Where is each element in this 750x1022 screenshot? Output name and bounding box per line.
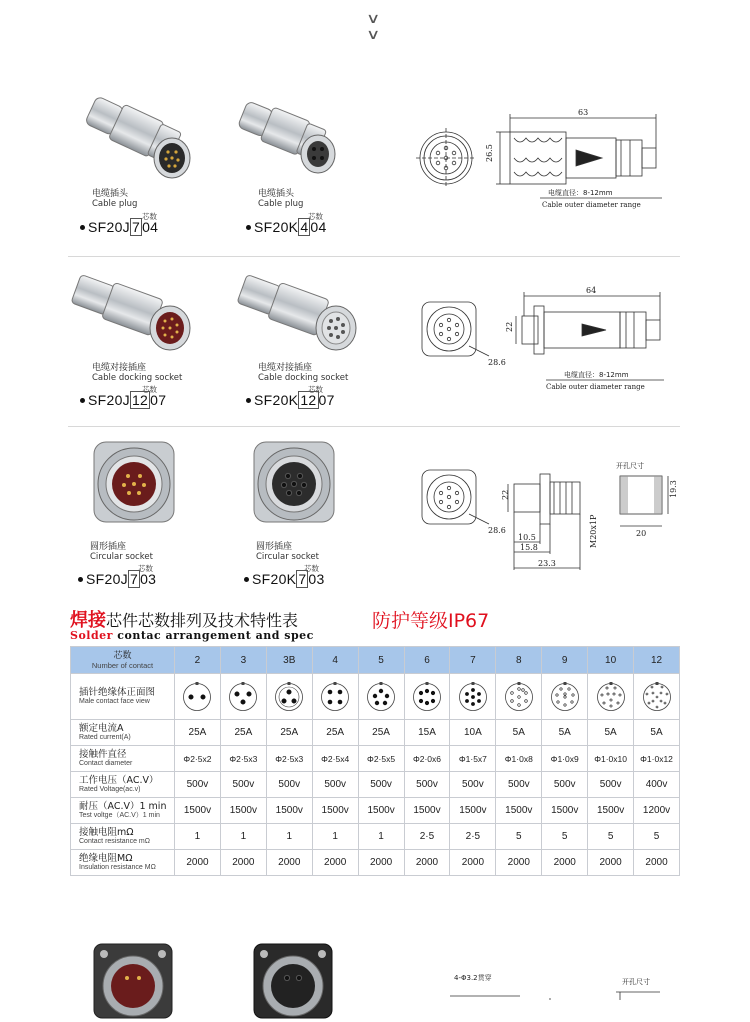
table-cell: 1500v (542, 798, 588, 824)
table-cell: 5A (542, 720, 588, 746)
table-cell: 500v (404, 772, 450, 798)
table-cell: 500v (588, 772, 634, 798)
table-cell: 500v (175, 772, 221, 798)
table-cell: 5A (588, 720, 634, 746)
contact-face-icon (274, 682, 304, 712)
dimension-d3: 23.3 (538, 559, 556, 568)
table-row (71, 798, 680, 824)
table-cell: 1500v (404, 798, 450, 824)
table-cell: 5A (634, 720, 680, 746)
row-label (71, 824, 175, 850)
table-cell: Φ1·0x8 (496, 746, 542, 772)
core-count-label: 芯数 (142, 212, 157, 221)
row-label-en: Insulation resistance MΩ (79, 864, 156, 871)
table-cell: 1 (312, 824, 358, 850)
table-cell: 2000 (450, 850, 496, 876)
contact-face-icon (642, 682, 672, 712)
table-cell: 2000 (634, 850, 680, 876)
product-row-circular-socket (0, 428, 750, 600)
model-number: SF20K 7 03 (244, 571, 325, 587)
spec-table (70, 646, 680, 876)
row-label-zh: 绝缘电阻MΩ (79, 853, 133, 864)
product-caption: 电缆插头 Cable plug (92, 189, 138, 209)
table-cell: 2000 (312, 850, 358, 876)
cable-plug-technical-drawing (410, 108, 670, 218)
cable-range-zh: 电缆直径：8-12mm (548, 189, 613, 197)
row-label-en: Contact diameter (79, 760, 133, 767)
flange-dimension: 28.6 (488, 358, 506, 367)
thread-dimension: M20x1P (589, 514, 598, 548)
dimension-d2: 15.8 (520, 543, 538, 552)
table-cell: 2000 (542, 850, 588, 876)
table-cell: 2000 (588, 850, 634, 876)
protection-rating: 防护等级IP67 (372, 610, 490, 632)
column-header: 2 (175, 647, 221, 674)
docking-socket-male-photo (66, 266, 196, 370)
table-cell: Φ2·5x5 (358, 746, 404, 772)
product-row-cable-plug (0, 78, 750, 258)
column-header: 9 (542, 647, 588, 674)
contact-face-cell (175, 674, 221, 720)
square-flange-female-photo (252, 938, 336, 1022)
row-label (71, 798, 175, 824)
row-divider (68, 256, 680, 257)
table-cell: Φ2·5x3 (220, 746, 266, 772)
table-cell: 2000 (266, 850, 312, 876)
table-row (71, 746, 680, 772)
contact-face-icon (412, 682, 442, 712)
table-cell: 25A (220, 720, 266, 746)
column-header: 12 (634, 647, 680, 674)
table-cell: 5 (634, 824, 680, 850)
row-label (71, 772, 175, 798)
contact-face-icon (182, 682, 212, 712)
docking-socket-technical-drawing (414, 282, 670, 398)
model-number: SF20K 4 04 (246, 219, 327, 235)
row-label-zh: 工作电压（AC.V） (79, 775, 159, 786)
table-row (71, 824, 680, 850)
table-cell: 500v (496, 772, 542, 798)
product-caption: 圆形插座 Circular socket (90, 542, 153, 562)
row-label-en: Male contact face view (79, 698, 150, 705)
cable-plug-male-photo (76, 86, 196, 190)
spec-table-subtitle: Solder contac arrangement and spec (70, 629, 314, 642)
product-caption: 电缆对接插座 Cable docking socket (258, 363, 349, 383)
contact-face-cell (220, 674, 266, 720)
column-header: 3 (220, 647, 266, 674)
bolt-hole-note: 4-Φ3.2贯穿 (454, 974, 492, 982)
table-cell: 25A (312, 720, 358, 746)
cutout-width: 20 (636, 529, 647, 538)
row-label-zh: 额定电流A (79, 723, 124, 734)
contact-face-icon (504, 682, 534, 712)
cable-range-zh: 电缆直径：8-12mm (564, 371, 629, 379)
header-label-en: Number of contact (91, 660, 154, 670)
table-cell: 2000 (175, 850, 221, 876)
table-cell: 2000 (220, 850, 266, 876)
row-label-en: Contact resistance mΩ (79, 838, 150, 845)
table-cell: 500v (220, 772, 266, 798)
column-header: 8 (496, 647, 542, 674)
length-dimension: 63 (578, 108, 589, 117)
core-count-label: 芯数 (308, 385, 323, 394)
cable-range-en: Cable outer diameter range (542, 201, 641, 209)
contact-face-cell (450, 674, 496, 720)
row-label-zh: 接触件直径 (79, 749, 127, 760)
row-label-zh: 插针绝缘体正面图 (79, 687, 156, 698)
table-cell: 2·5 (404, 824, 450, 850)
product-row-square-flange (0, 934, 750, 1000)
table-cell: Φ1·0x12 (634, 746, 680, 772)
table-cell: 5 (496, 824, 542, 850)
contact-face-cell (358, 674, 404, 720)
model-number: SF20J 7 03 (78, 571, 156, 587)
row-label (71, 720, 175, 746)
table-cell: 2000 (496, 850, 542, 876)
column-header: 5 (358, 647, 404, 674)
row-label-en: Rated Voltage(ac.v) (79, 786, 141, 793)
table-cell: 500v (266, 772, 312, 798)
product-caption: 电缆对接插座 Cable docking socket (92, 363, 183, 383)
table-cell: 1500v (496, 798, 542, 824)
contact-face-cell (266, 674, 312, 720)
row-label-en: Test voltge（AC.V）1 min (79, 812, 160, 819)
table-header-label (71, 647, 175, 674)
product-row-docking-socket (0, 258, 750, 428)
table-cell: Φ1·5x7 (450, 746, 496, 772)
table-cell: 1500v (358, 798, 404, 824)
table-cell: 25A (266, 720, 312, 746)
table-cell: 2000 (404, 850, 450, 876)
table-cell: 500v (542, 772, 588, 798)
table-cell: 1 (266, 824, 312, 850)
flange-dimension: 28.6 (488, 526, 506, 535)
table-cell: 1200v (634, 798, 680, 824)
docking-socket-female-photo (232, 266, 362, 370)
contact-face-cell (312, 674, 358, 720)
diameter-dimension: 22 (505, 321, 514, 332)
table-cell: Φ1·0x9 (542, 746, 588, 772)
table-cell: 1500v (450, 798, 496, 824)
core-count-label: 芯数 (142, 385, 157, 394)
diameter-dimension: 26.5 (485, 144, 494, 162)
cable-range-en: Cable outer diameter range (546, 383, 645, 391)
contact-face-cell (588, 674, 634, 720)
table-cell: Φ1·0x10 (588, 746, 634, 772)
table-cell: 500v (358, 772, 404, 798)
table-cell: 400v (634, 772, 680, 798)
table-cell: Φ2·5x2 (175, 746, 221, 772)
table-cell: Φ2·5x4 (312, 746, 358, 772)
table-cell: 2000 (358, 850, 404, 876)
contact-face-cell (542, 674, 588, 720)
table-row (71, 720, 680, 746)
table-cell: 5 (588, 824, 634, 850)
table-cell: 1500v (220, 798, 266, 824)
model-number: SF20J 12 07 (80, 392, 166, 408)
dimension-d1: 10.5 (518, 533, 536, 542)
table-header-row (71, 647, 680, 674)
header-label-zh: 芯数 (113, 650, 132, 661)
product-caption: 电缆插头 Cable plug (258, 189, 304, 209)
table-row (71, 772, 680, 798)
length-dimension: 64 (586, 286, 597, 295)
table-cell: 500v (450, 772, 496, 798)
contact-face-cell (404, 674, 450, 720)
cable-plug-female-photo (232, 90, 342, 189)
table-cell: 1500v (175, 798, 221, 824)
table-cell: Φ2·0x6 (404, 746, 450, 772)
contact-face-icon (458, 682, 488, 712)
spec-table-title: 焊接芯件芯数排列及技术特性表 (70, 610, 299, 631)
table-cell: 5A (496, 720, 542, 746)
table-cell: 25A (358, 720, 404, 746)
table-cell: 1 (220, 824, 266, 850)
table-cell: Φ2·5x3 (266, 746, 312, 772)
column-header: 4 (312, 647, 358, 674)
model-number: SF20K 12 07 (246, 392, 335, 408)
circular-socket-technical-drawing (414, 456, 676, 578)
table-cell: 1500v (588, 798, 634, 824)
table-cell: 500v (312, 772, 358, 798)
column-header: 3B (266, 647, 312, 674)
row-label-zh: 接触电阻mΩ (79, 827, 134, 838)
model-number: SF20J 7 04 (80, 219, 158, 235)
column-header: 10 (588, 647, 634, 674)
row-label (71, 850, 175, 876)
table-cell: 25A (175, 720, 221, 746)
row-divider (68, 426, 680, 427)
product-caption: 圆形插座 Circular socket (256, 542, 319, 562)
cutout-title: 开孔尺寸 (616, 462, 644, 470)
column-header: 6 (404, 647, 450, 674)
square-flange-technical-drawing (430, 972, 670, 1000)
table-cell: 5 (542, 824, 588, 850)
core-count-label: 芯数 (138, 564, 153, 573)
contact-face-icon (320, 682, 350, 712)
table-cell: 2·5 (450, 824, 496, 850)
table-cell: 10A (450, 720, 496, 746)
row-label (71, 674, 175, 720)
circular-socket-female-photo (250, 436, 340, 540)
table-row (71, 850, 680, 876)
column-header: 7 (450, 647, 496, 674)
row-label-zh: 耐压（AC.V）1 min (79, 801, 167, 812)
table-cell: 1 (358, 824, 404, 850)
table-row (71, 674, 680, 720)
chevron-down-icon: ∨ (365, 27, 381, 43)
core-count-label: 芯数 (304, 564, 319, 573)
table-cell: 1 (175, 824, 221, 850)
diameter-dimension: 22 (501, 489, 510, 500)
cutout-title: 开孔尺寸 (622, 978, 650, 986)
contact-face-icon (228, 682, 258, 712)
cutout-height: 19.3 (669, 480, 678, 498)
core-count-label: 芯数 (308, 212, 323, 221)
table-cell: 15A (404, 720, 450, 746)
contact-face-icon (596, 682, 626, 712)
table-cell: 1500v (266, 798, 312, 824)
contact-face-cell (496, 674, 542, 720)
contact-face-icon (550, 682, 580, 712)
chevron-down-icon: ∨ (365, 11, 381, 27)
table-cell: 1500v (312, 798, 358, 824)
row-label (71, 746, 175, 772)
contact-face-cell (634, 674, 680, 720)
square-flange-male-photo (92, 938, 176, 1022)
contact-face-icon (366, 682, 396, 712)
circular-socket-male-photo (90, 436, 180, 540)
row-label-en: Rated current(A) (79, 734, 131, 741)
